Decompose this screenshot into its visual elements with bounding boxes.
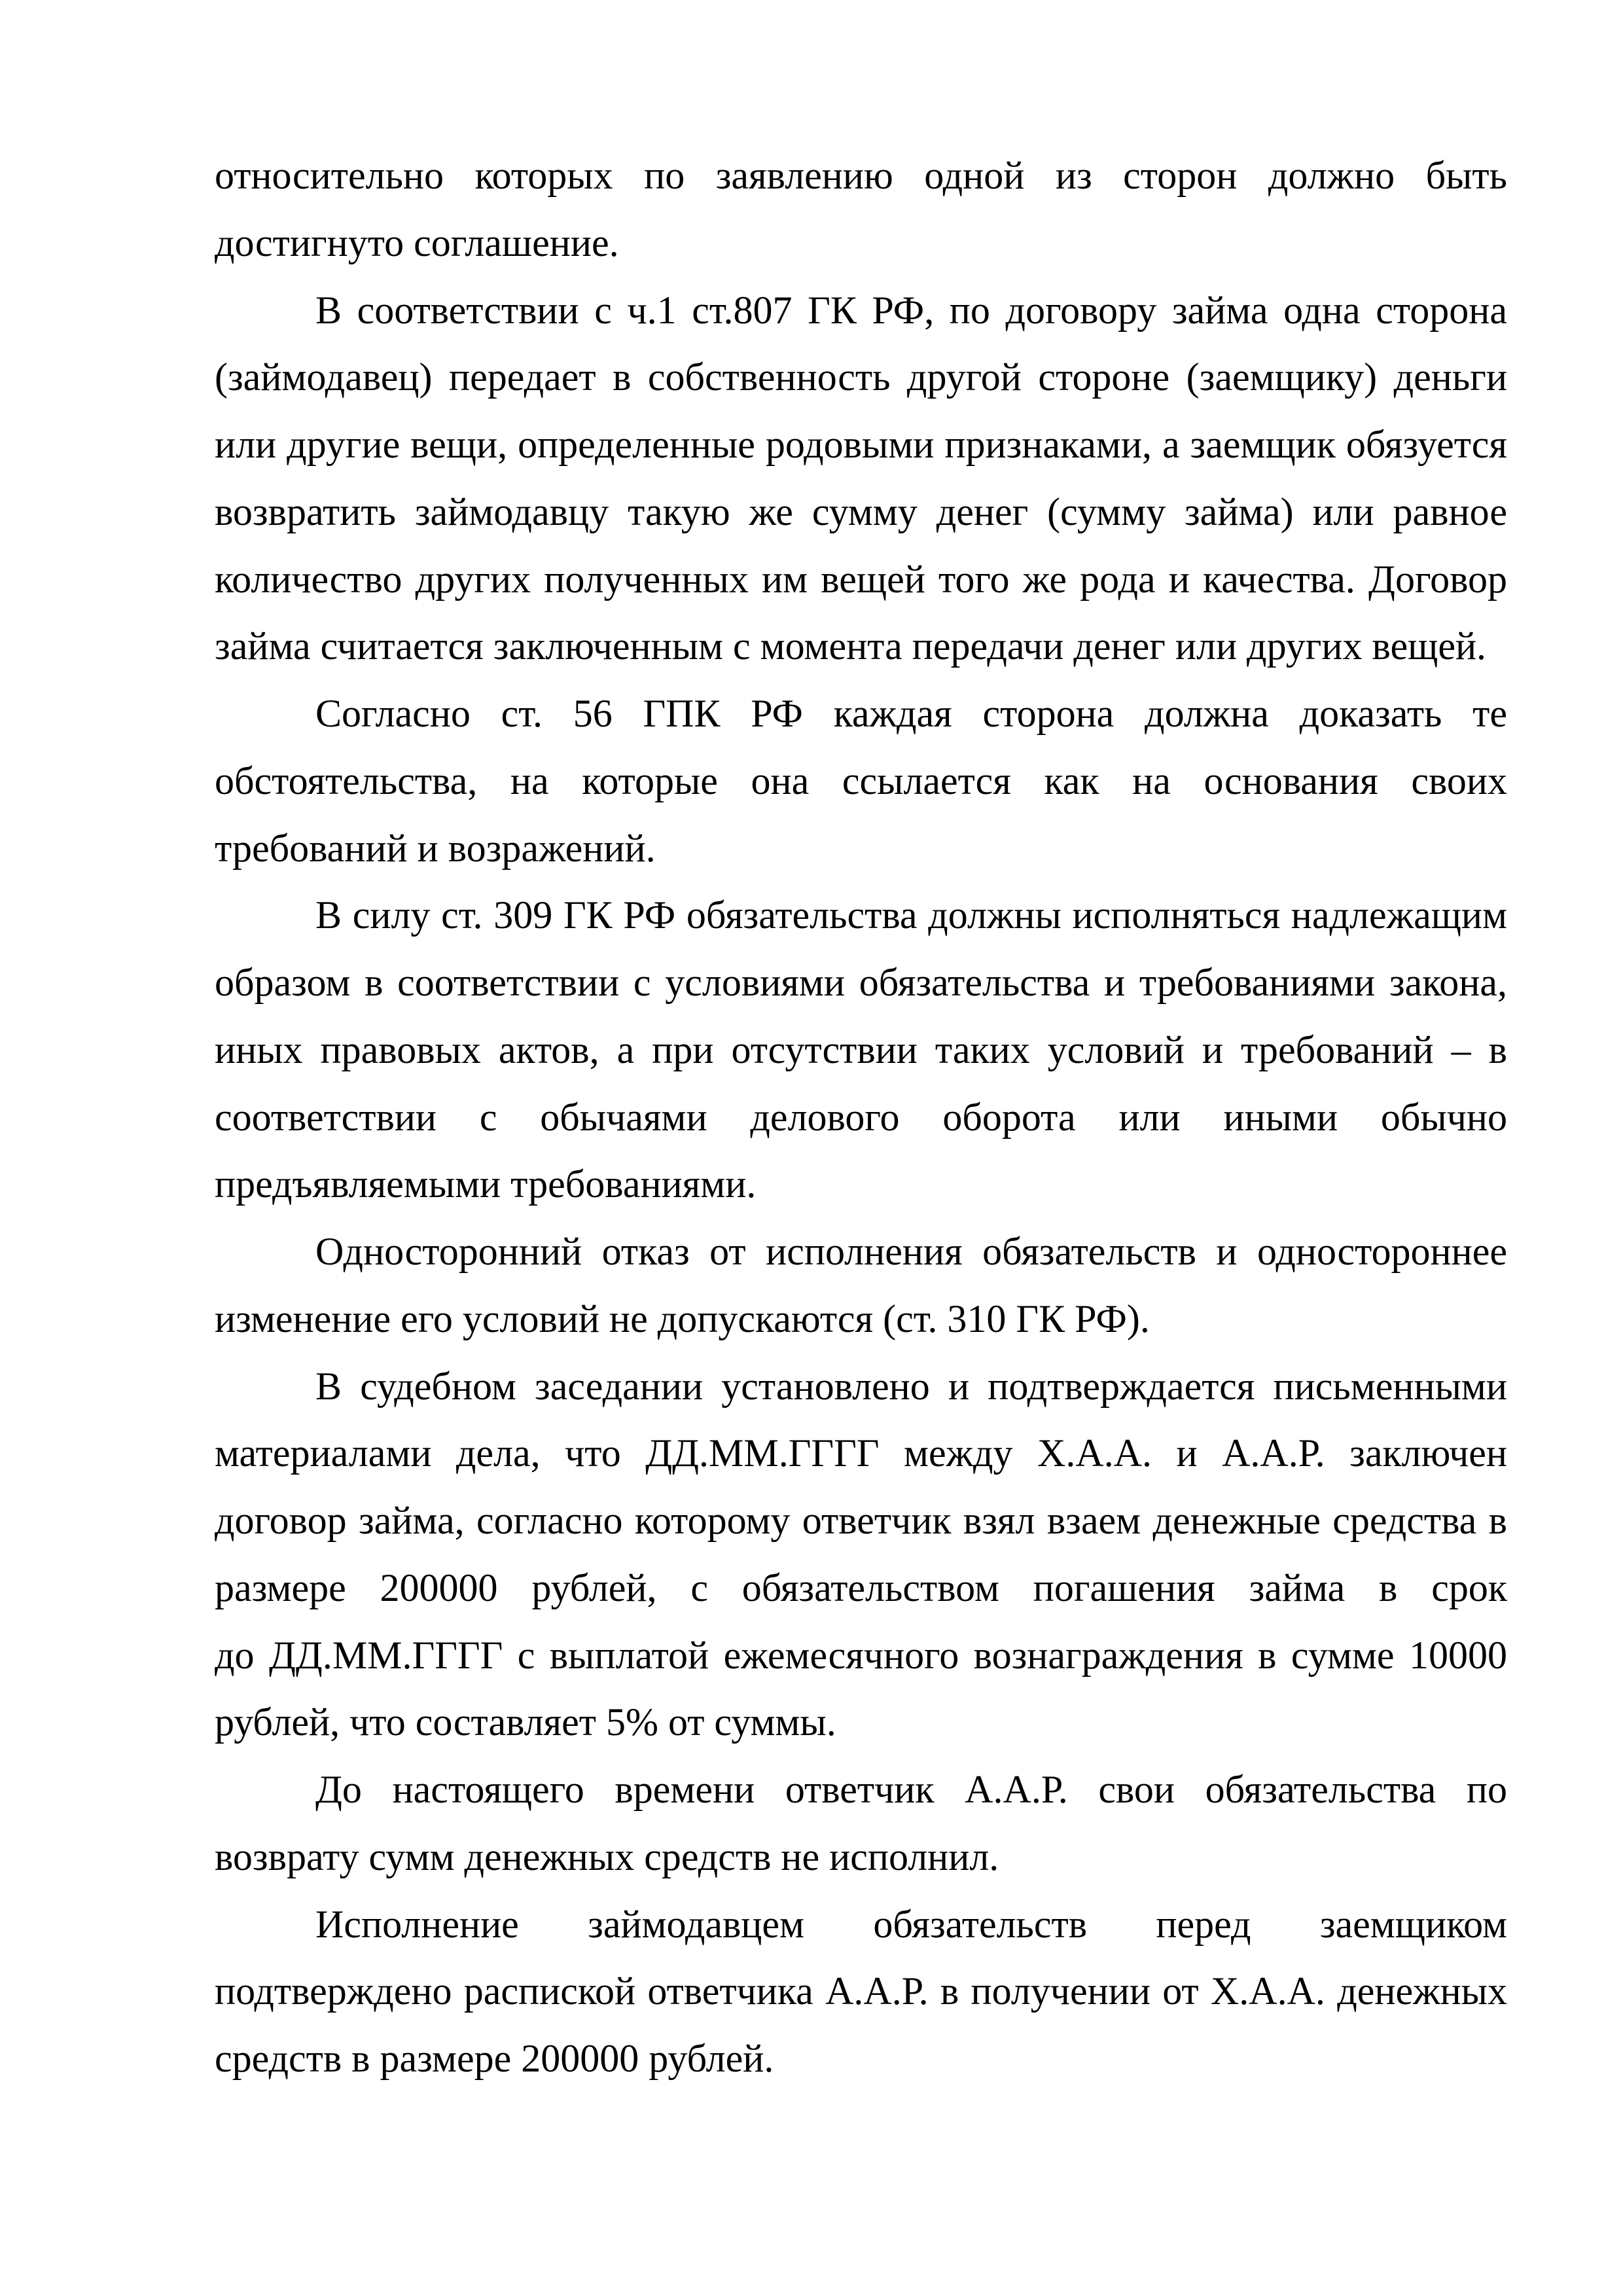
text-line: Исполнение займодавцем обязательств перед заемщиком [315,1902,1507,1946]
text-line: образом в соответствии с условиями обязательства и требованиями закона, [215,961,1507,1004]
text-line: изменение его условий не допускаются (ст. 310 ГК РФ). [215,1297,1150,1340]
text-line: обстоятельства, на которые она ссылается как на основания своих [215,759,1507,802]
text-line: предъявляемыми требованиями. [215,1162,757,1206]
paragraph [215,1353,1507,1757]
paragraph [215,1756,1507,1891]
paragraph [215,277,1507,681]
paragraph [215,1891,1507,2092]
text-line: (займодавец) передает в собственность другой стороне (заемщику) деньги [215,355,1507,399]
text-line: до ДД.ММ.ГГГГ с выплатой ежемесячного вознаграждения в сумме 10000 [215,1633,1507,1677]
text-line: средств в размере 200000 рублей. [215,2037,774,2080]
text-line: материалами дела, что ДД.ММ.ГГГГ между Х.А.А. и А.А.Р. заключен [215,1431,1507,1475]
text-line: До настоящего времени ответчик А.А.Р. свои обязательства по [315,1768,1507,1811]
text-line: относительно которых по заявлению одной из сторон должно быть [215,154,1507,197]
paragraph [215,882,1507,1218]
text-line: возвратить займодавцу такую же сумму денег (сумму займа) или равное [215,490,1507,533]
text-line: возврату сумм денежных средств не исполнил. [215,1835,999,1878]
text-line: размере 200000 рублей, с обязательством погашения займа в срок [215,1566,1507,1609]
text-line: соответствии с обычаями делового оборота или иными обычно [215,1095,1507,1139]
text-line: Согласно ст. 56 ГПК РФ каждая сторона должна доказать те [315,692,1507,735]
text-line: иных правовых актов, а при отсутствии таких условий и требований – в [215,1028,1507,1071]
text-line: подтверждено распиской ответчика А.А.Р. в получении от Х.А.А. денежных [215,1969,1507,2013]
text-line: или другие вещи, определенные родовыми признаками, а заемщик обязуется [215,423,1507,466]
text-line: достигнуто соглашение. [215,221,619,264]
text-line: Односторонний отказ от исполнения обязательств и одностороннее [315,1230,1507,1273]
text-line: договор займа, согласно которому ответчик взял взаем денежные средства в [215,1499,1507,1542]
paragraph [215,680,1507,882]
paragraph [215,1218,1507,1353]
text-line: В судебном заседании установлено и подтверждается письменными [315,1364,1507,1408]
text-line: требований и возражений. [215,826,656,870]
text-line: рублей, что составляет 5% от суммы. [215,1700,836,1744]
text-line: В силу ст. 309 ГК РФ обязательства должны исполняться надлежащим [315,893,1507,937]
text-line: количество других полученных им вещей того же рода и качества. Договор [215,557,1507,601]
text-line: В соответствии с ч.1 ст.807 ГК РФ, по договору займа одна сторона [315,288,1507,332]
document-text [215,142,1507,2092]
paragraph [215,142,1507,277]
text-line: займа считается заключенным с момента передачи денег или других вещей. [215,624,1487,668]
